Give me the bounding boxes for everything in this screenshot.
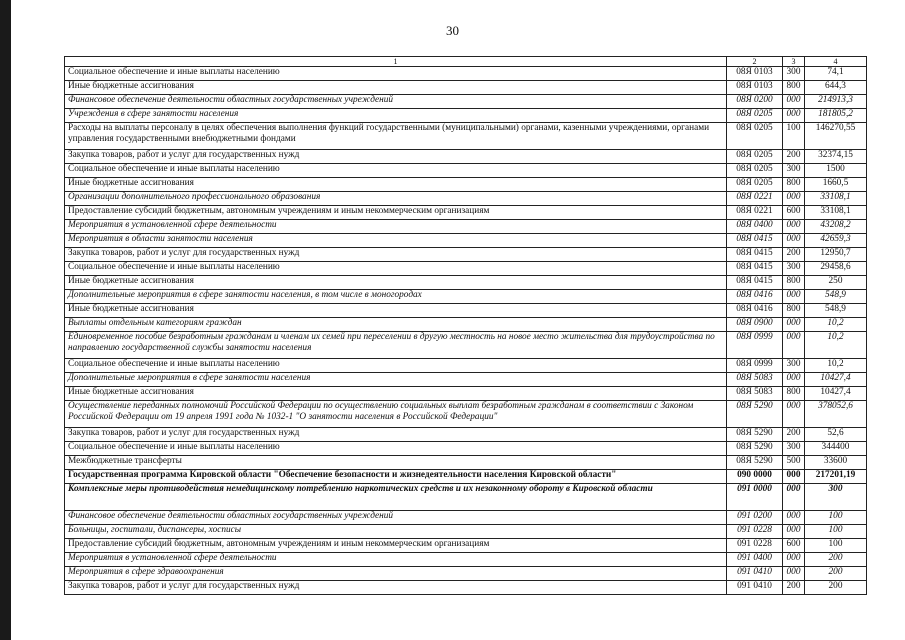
table-row bbox=[65, 567, 867, 581]
row-name-cell: Расходы на выплаты персоналу в целях обеспечения выполнения функций государственными (муниципальными) органами, казенными учреждениями, органами управления государственными внебюджетными фондами bbox=[65, 123, 727, 150]
row-expense-type-cell: 000 bbox=[783, 567, 805, 581]
row-name-cell: Дополнительные мероприятия в сфере занятости населения, в том числе в моногородах bbox=[65, 290, 727, 304]
row-expense-type-cell: 800 bbox=[783, 178, 805, 192]
row-expense-type-cell: 200 bbox=[783, 248, 805, 262]
row-code-cell: 08Я 5290 bbox=[727, 428, 783, 442]
table-row bbox=[65, 539, 867, 553]
table-row bbox=[65, 484, 867, 511]
row-code-cell: 08Я 0205 bbox=[727, 123, 783, 150]
row-code-cell: 091 0228 bbox=[727, 539, 783, 553]
row-name-cell: Финансовое обеспечение деятельности областных государственных учреждений bbox=[65, 511, 727, 525]
row-name-cell: Иные бюджетные ассигнования bbox=[65, 304, 727, 318]
row-sum-cell: 200 bbox=[805, 567, 867, 581]
row-expense-type-cell: 000 bbox=[783, 234, 805, 248]
table-header-row bbox=[65, 57, 867, 67]
header-col-4: 4 bbox=[805, 57, 867, 67]
row-sum-cell: 10,2 bbox=[805, 359, 867, 373]
row-expense-type-cell: 300 bbox=[783, 67, 805, 81]
row-sum-cell: 548,9 bbox=[805, 304, 867, 318]
row-code-cell: 091 0400 bbox=[727, 553, 783, 567]
row-name-cell: Закупка товаров, работ и услуг для государственных нужд bbox=[65, 581, 727, 595]
row-sum-cell: 548,9 bbox=[805, 290, 867, 304]
row-sum-cell: 32374,15 bbox=[805, 150, 867, 164]
row-code-cell: 08Я 5083 bbox=[727, 373, 783, 387]
row-name-cell: Финансовое обеспечение деятельности областных государственных учреждений bbox=[65, 95, 727, 109]
table-row bbox=[65, 581, 867, 595]
row-sum-cell: 29458,6 bbox=[805, 262, 867, 276]
row-sum-cell: 10427,4 bbox=[805, 373, 867, 387]
row-code-cell: 08Я 0415 bbox=[727, 248, 783, 262]
row-name-cell: Иные бюджетные ассигнования bbox=[65, 276, 727, 290]
row-code-cell: 091 0200 bbox=[727, 511, 783, 525]
table-row bbox=[65, 470, 867, 484]
row-code-cell: 08Я 0103 bbox=[727, 81, 783, 95]
row-sum-cell: 1500 bbox=[805, 164, 867, 178]
row-code-cell: 091 0410 bbox=[727, 567, 783, 581]
header-col-1: 1 bbox=[65, 57, 727, 67]
table-row bbox=[65, 262, 867, 276]
table-row bbox=[65, 164, 867, 178]
row-code-cell: 08Я 0205 bbox=[727, 109, 783, 123]
row-sum-cell: 344400 bbox=[805, 442, 867, 456]
row-sum-cell: 100 bbox=[805, 525, 867, 539]
row-expense-type-cell: 000 bbox=[783, 484, 805, 511]
row-code-cell: 091 0228 bbox=[727, 525, 783, 539]
row-sum-cell: 300 bbox=[805, 484, 867, 511]
row-sum-cell: 100 bbox=[805, 539, 867, 553]
row-name-cell: Дополнительные мероприятия в сфере занятости населения bbox=[65, 373, 727, 387]
row-code-cell: 08Я 0415 bbox=[727, 262, 783, 276]
table-row bbox=[65, 290, 867, 304]
page-number: 30 bbox=[446, 23, 459, 38]
row-name-cell: Выплаты отдельным категориям граждан bbox=[65, 318, 727, 332]
header-col-3: 3 bbox=[783, 57, 805, 67]
table-row bbox=[65, 401, 867, 428]
row-code-cell: 08Я 0221 bbox=[727, 192, 783, 206]
row-sum-cell: 10,2 bbox=[805, 318, 867, 332]
row-code-cell: 08Я 0400 bbox=[727, 220, 783, 234]
row-code-cell: 08Я 5290 bbox=[727, 442, 783, 456]
table-row bbox=[65, 511, 867, 525]
row-expense-type-cell: 000 bbox=[783, 290, 805, 304]
row-code-cell: 08Я 0416 bbox=[727, 290, 783, 304]
row-sum-cell: 644,3 bbox=[805, 81, 867, 95]
row-sum-cell: 100 bbox=[805, 511, 867, 525]
row-sum-cell: 33108,1 bbox=[805, 206, 867, 220]
row-sum-cell: 10,2 bbox=[805, 332, 867, 359]
row-sum-cell: 250 bbox=[805, 276, 867, 290]
table-row bbox=[65, 332, 867, 359]
row-expense-type-cell: 300 bbox=[783, 359, 805, 373]
row-sum-cell: 378052,6 bbox=[805, 401, 867, 428]
row-name-cell: Иные бюджетные ассигнования bbox=[65, 387, 727, 401]
row-name-cell: Межбюджетные трансферты bbox=[65, 456, 727, 470]
row-sum-cell: 33108,1 bbox=[805, 192, 867, 206]
row-name-cell: Мероприятия в области занятости населения bbox=[65, 234, 727, 248]
row-name-cell: Закупка товаров, работ и услуг для государственных нужд bbox=[65, 248, 727, 262]
row-expense-type-cell: 800 bbox=[783, 81, 805, 95]
row-code-cell: 08Я 0205 bbox=[727, 178, 783, 192]
row-expense-type-cell: 300 bbox=[783, 442, 805, 456]
row-name-cell: Организации дополнительного профессионального образования bbox=[65, 192, 727, 206]
row-code-cell: 08Я 0200 bbox=[727, 95, 783, 109]
row-expense-type-cell: 200 bbox=[783, 150, 805, 164]
row-code-cell: 08Я 0416 bbox=[727, 304, 783, 318]
row-expense-type-cell: 500 bbox=[783, 456, 805, 470]
row-expense-type-cell: 000 bbox=[783, 220, 805, 234]
row-code-cell: 08Я 0900 bbox=[727, 318, 783, 332]
row-code-cell: 08Я 5083 bbox=[727, 387, 783, 401]
row-sum-cell: 200 bbox=[805, 581, 867, 595]
table-row bbox=[65, 456, 867, 470]
row-name-cell: Социальное обеспечение и иные выплаты населению bbox=[65, 164, 727, 178]
row-code-cell: 091 0410 bbox=[727, 581, 783, 595]
row-sum-cell: 217201,19 bbox=[805, 470, 867, 484]
row-expense-type-cell: 800 bbox=[783, 276, 805, 290]
row-sum-cell: 33600 bbox=[805, 456, 867, 470]
row-expense-type-cell: 000 bbox=[783, 332, 805, 359]
row-code-cell: 08Я 0221 bbox=[727, 206, 783, 220]
row-sum-cell: 42659,3 bbox=[805, 234, 867, 248]
row-sum-cell: 181805,2 bbox=[805, 109, 867, 123]
row-expense-type-cell: 300 bbox=[783, 262, 805, 276]
row-expense-type-cell: 200 bbox=[783, 428, 805, 442]
table-row bbox=[65, 67, 867, 81]
row-name-cell: Больницы, госпитали, диспансеры, хосписы bbox=[65, 525, 727, 539]
scan-edge-bar bbox=[0, 0, 11, 640]
row-sum-cell: 1660,5 bbox=[805, 178, 867, 192]
row-sum-cell: 146270,55 bbox=[805, 123, 867, 150]
row-name-cell: Иные бюджетные ассигнования bbox=[65, 178, 727, 192]
table-row bbox=[65, 192, 867, 206]
row-expense-type-cell: 800 bbox=[783, 387, 805, 401]
row-code-cell: 08Я 0415 bbox=[727, 234, 783, 248]
table-row bbox=[65, 304, 867, 318]
row-name-cell: Мероприятия в установленной сфере деятельности bbox=[65, 220, 727, 234]
row-expense-type-cell: 000 bbox=[783, 373, 805, 387]
row-name-cell: Закупка товаров, работ и услуг для государственных нужд bbox=[65, 150, 727, 164]
row-expense-type-cell: 000 bbox=[783, 525, 805, 539]
table-row bbox=[65, 206, 867, 220]
row-expense-type-cell: 000 bbox=[783, 401, 805, 428]
budget-table-body bbox=[65, 57, 867, 595]
row-name-cell: Предоставление субсидий бюджетным, автономным учреждениям и иным некоммерческим организациям bbox=[65, 206, 727, 220]
row-sum-cell: 43208,2 bbox=[805, 220, 867, 234]
row-name-cell: Комплексные меры противодействия немедицинскому потреблению наркотических средств и их незаконному обороту в Кировской области bbox=[65, 484, 727, 511]
row-name-cell: Государственная программа Кировской области "Обеспечение безопасности и жизнедеятельности населения Кировской области" bbox=[65, 470, 727, 484]
row-sum-cell: 10427,4 bbox=[805, 387, 867, 401]
row-name-cell: Единовременное пособие безработным гражданам и членам их семей при переселении в другую местность на новое место жительства для трудоустройства по направлению государственной службы занятости населения bbox=[65, 332, 727, 359]
table-row bbox=[65, 178, 867, 192]
table-row bbox=[65, 150, 867, 164]
row-name-cell: Социальное обеспечение и иные выплаты населению bbox=[65, 262, 727, 276]
row-code-cell: 08Я 0999 bbox=[727, 359, 783, 373]
row-name-cell: Закупка товаров, работ и услуг для государственных нужд bbox=[65, 428, 727, 442]
row-code-cell: 08Я 0999 bbox=[727, 332, 783, 359]
table-row bbox=[65, 95, 867, 109]
row-code-cell: 08Я 5290 bbox=[727, 456, 783, 470]
table-row bbox=[65, 123, 867, 150]
table-row bbox=[65, 109, 867, 123]
row-expense-type-cell: 600 bbox=[783, 539, 805, 553]
row-sum-cell: 200 bbox=[805, 553, 867, 567]
row-name-cell: Социальное обеспечение и иные выплаты населению bbox=[65, 442, 727, 456]
row-code-cell: 090 0000 bbox=[727, 470, 783, 484]
row-name-cell: Мероприятия в установленной сфере деятельности bbox=[65, 553, 727, 567]
row-code-cell: 091 0000 bbox=[727, 484, 783, 511]
row-expense-type-cell: 600 bbox=[783, 206, 805, 220]
row-sum-cell: 12950,7 bbox=[805, 248, 867, 262]
row-code-cell: 08Я 5290 bbox=[727, 401, 783, 428]
row-expense-type-cell: 000 bbox=[783, 470, 805, 484]
row-expense-type-cell: 200 bbox=[783, 581, 805, 595]
table-row bbox=[65, 220, 867, 234]
table-row bbox=[65, 234, 867, 248]
header-col-2: 2 bbox=[727, 57, 783, 67]
budget-table bbox=[64, 56, 867, 595]
row-name-cell: Осуществление переданных полномочий Российской Федерации по осуществлению социальных выплат безработным гражданам в соответствии с Законом Российской Федерации от 19 апреля 1991 года № 1032-1 "О занятости населения в Российской Федерации" bbox=[65, 401, 727, 428]
row-code-cell: 08Я 0415 bbox=[727, 276, 783, 290]
row-expense-type-cell: 800 bbox=[783, 304, 805, 318]
row-expense-type-cell: 000 bbox=[783, 95, 805, 109]
table-row bbox=[65, 318, 867, 332]
table-row bbox=[65, 359, 867, 373]
table-row bbox=[65, 428, 867, 442]
row-code-cell: 08Я 0103 bbox=[727, 67, 783, 81]
row-name-cell: Учреждения в сфере занятости населения bbox=[65, 109, 727, 123]
row-name-cell: Иные бюджетные ассигнования bbox=[65, 81, 727, 95]
table-row bbox=[65, 81, 867, 95]
row-expense-type-cell: 000 bbox=[783, 553, 805, 567]
table-row bbox=[65, 442, 867, 456]
row-name-cell: Социальное обеспечение и иные выплаты населению bbox=[65, 359, 727, 373]
table-row bbox=[65, 373, 867, 387]
row-expense-type-cell: 100 bbox=[783, 123, 805, 150]
row-code-cell: 08Я 0205 bbox=[727, 150, 783, 164]
row-expense-type-cell: 000 bbox=[783, 192, 805, 206]
table-row bbox=[65, 387, 867, 401]
row-sum-cell: 52,6 bbox=[805, 428, 867, 442]
table-row bbox=[65, 248, 867, 262]
row-code-cell: 08Я 0205 bbox=[727, 164, 783, 178]
table-row bbox=[65, 525, 867, 539]
row-expense-type-cell: 000 bbox=[783, 109, 805, 123]
table-row bbox=[65, 276, 867, 290]
row-expense-type-cell: 000 bbox=[783, 318, 805, 332]
row-expense-type-cell: 300 bbox=[783, 164, 805, 178]
row-sum-cell: 74,1 bbox=[805, 67, 867, 81]
row-name-cell: Социальное обеспечение и иные выплаты населению bbox=[65, 67, 727, 81]
row-name-cell: Мероприятия в сфере здравоохранения bbox=[65, 567, 727, 581]
table-row bbox=[65, 553, 867, 567]
row-sum-cell: 214913,3 bbox=[805, 95, 867, 109]
row-name-cell: Предоставление субсидий бюджетным, автономным учреждениям и иным некоммерческим организациям bbox=[65, 539, 727, 553]
row-expense-type-cell: 000 bbox=[783, 511, 805, 525]
